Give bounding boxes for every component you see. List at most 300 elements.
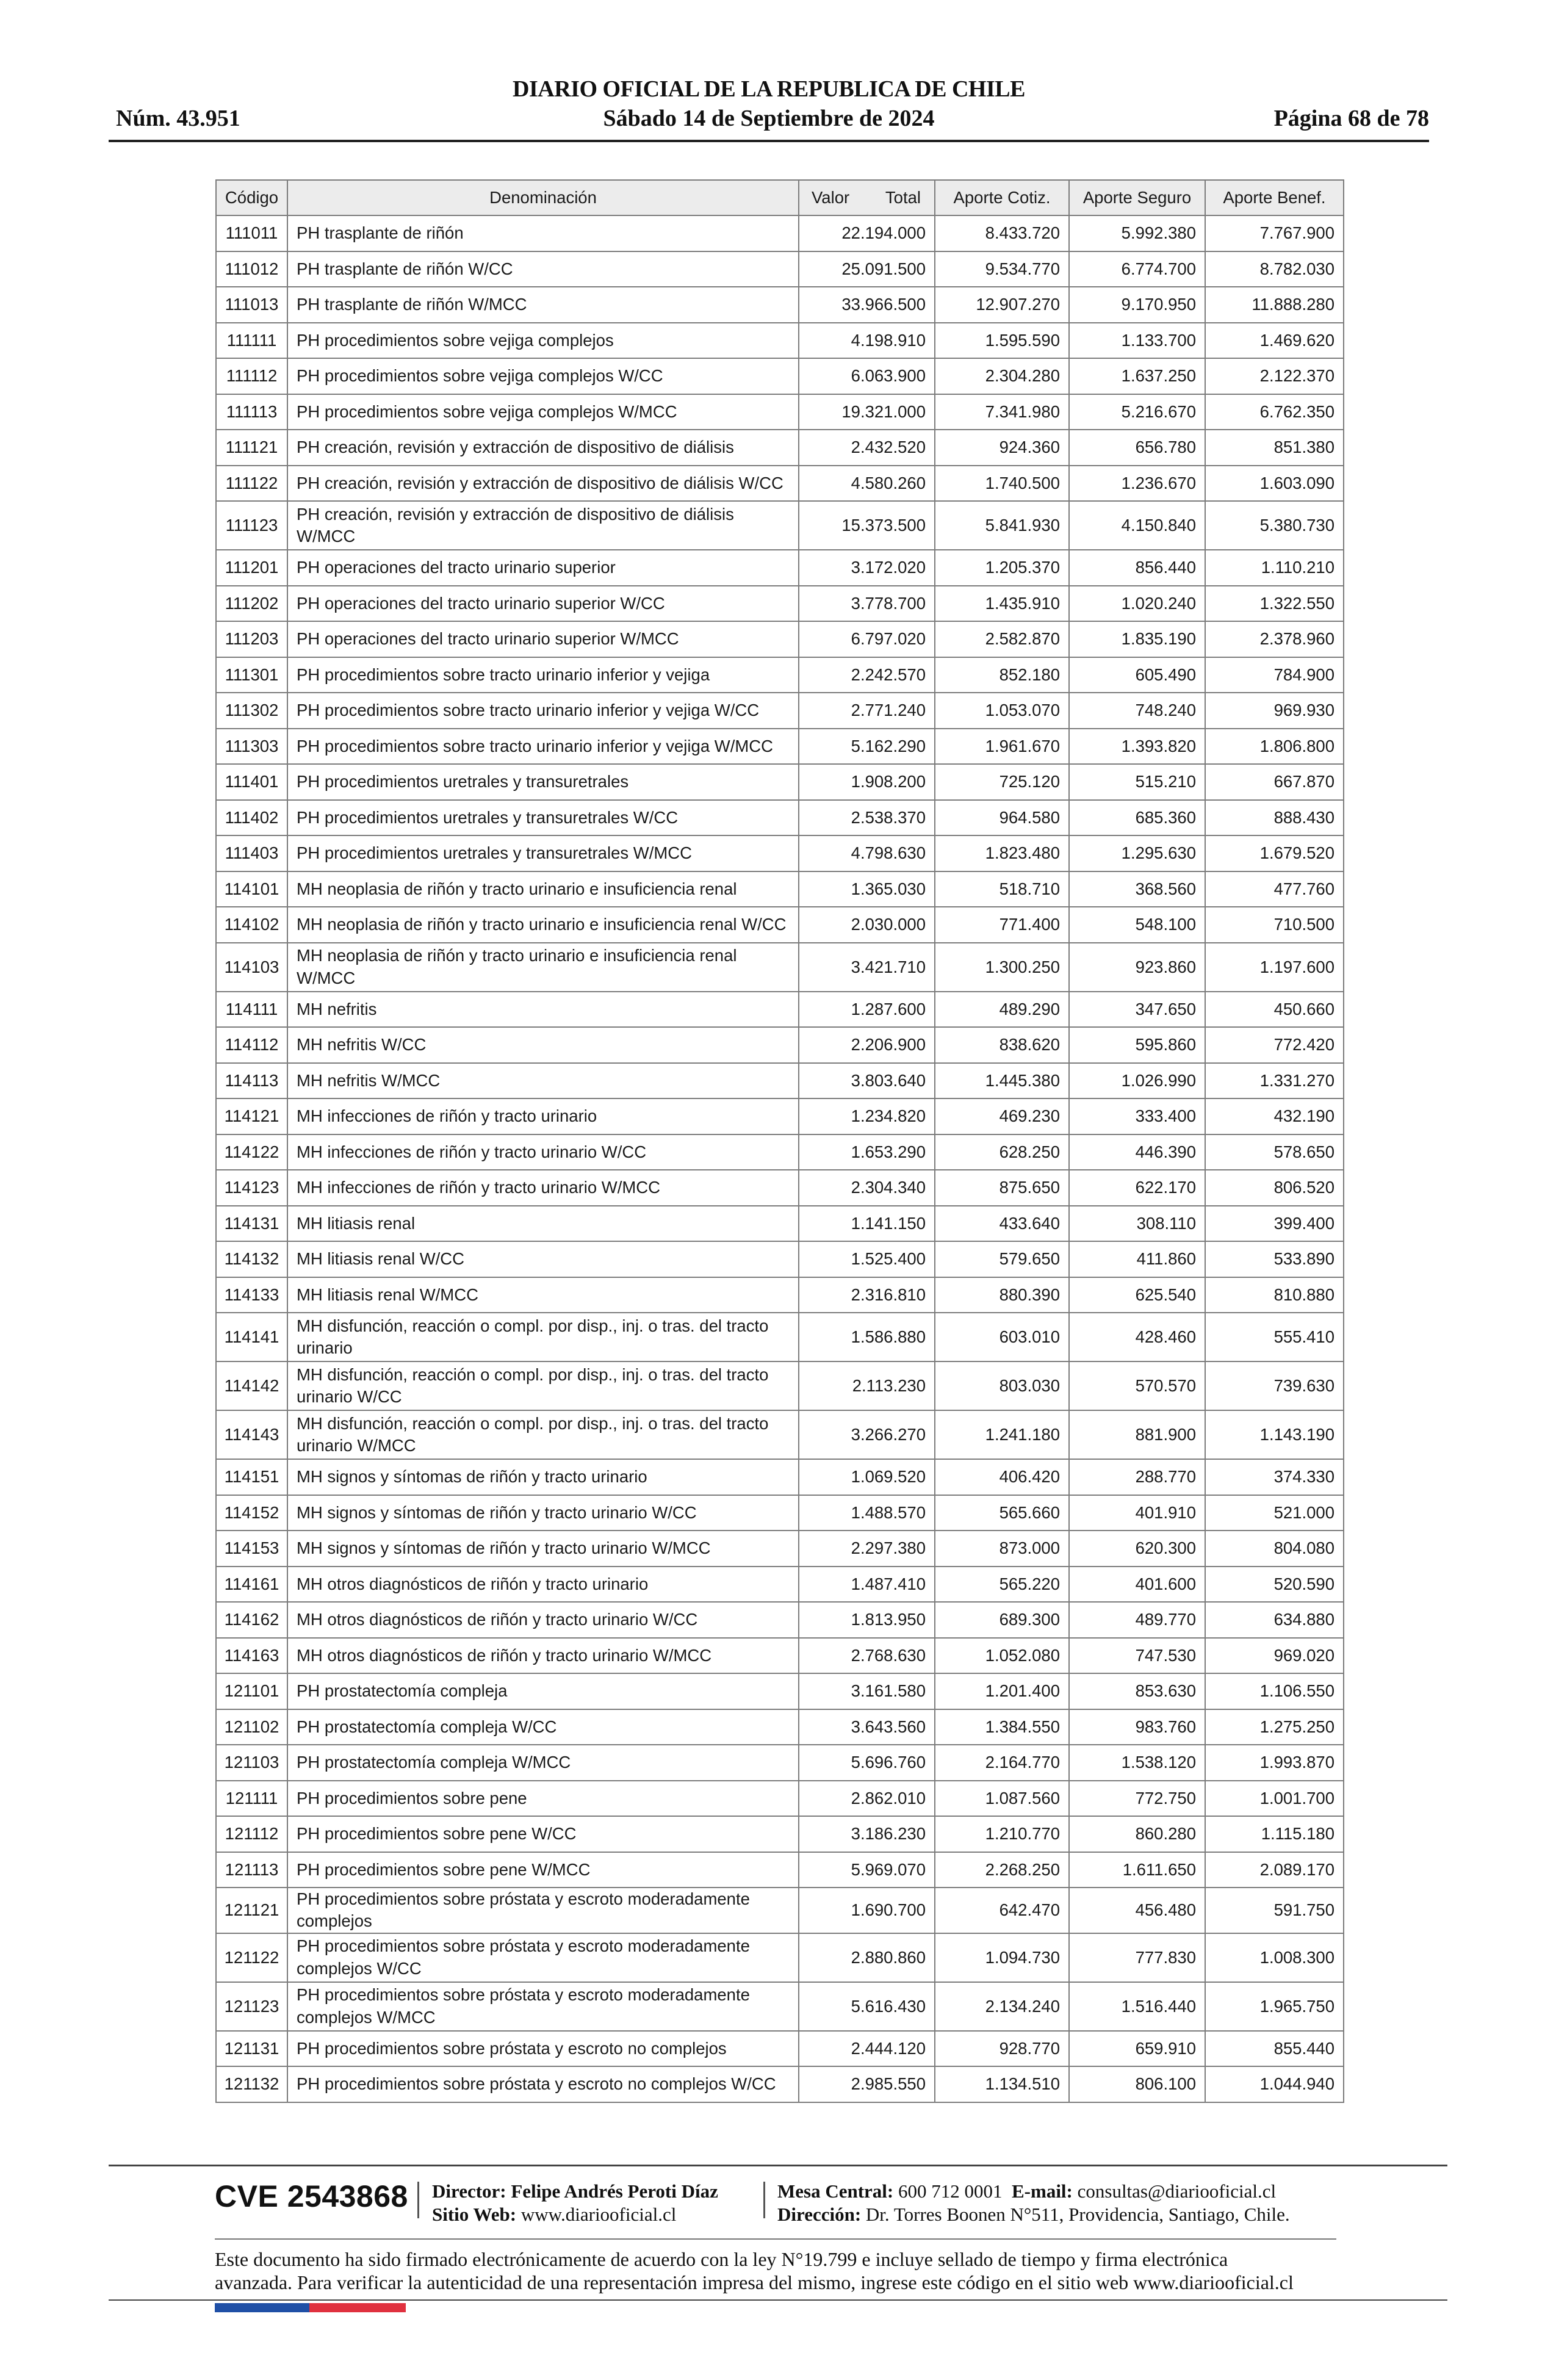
table-cell-aporte-seguro: 1.020.240: [1069, 586, 1205, 622]
table-cell-aporte-cotiz: 964.580: [935, 800, 1069, 836]
table-cell-name: MH signos y síntomas de riñón y tracto urinario W/CC: [287, 1495, 799, 1531]
table-cell-value-total: 3.421.710: [799, 943, 935, 992]
table-cell-aporte-cotiz: 489.290: [935, 992, 1069, 1028]
table-header-row: [216, 180, 1344, 215]
table-cell-aporte-benef: 2.122.370: [1205, 358, 1344, 394]
table-cell-value-total: 5.162.290: [799, 729, 935, 765]
page-header: [109, 74, 1429, 142]
table-cell-aporte-cotiz: 1.087.560: [935, 1781, 1069, 1817]
table-cell-aporte-benef: 1.275.250: [1205, 1709, 1344, 1745]
table-cell-code: 114112: [216, 1027, 287, 1063]
table-cell-code: 121112: [216, 1816, 287, 1852]
table-cell-name: MH signos y síntomas de riñón y tracto urinario: [287, 1459, 799, 1495]
table-cell-aporte-cotiz: 1.205.370: [935, 550, 1069, 586]
table-cell-value-total: 2.113.230: [799, 1361, 935, 1410]
table-cell-name: MH infecciones de riñón y tracto urinario W/MCC: [287, 1170, 799, 1206]
table-cell-aporte-benef: 1.331.270: [1205, 1063, 1344, 1099]
table-cell-aporte-cotiz: 433.640: [935, 1206, 1069, 1242]
table-cell-aporte-benef: 520.590: [1205, 1567, 1344, 1603]
table-cell-aporte-seguro: 747.530: [1069, 1638, 1205, 1674]
table-row: [216, 693, 1344, 729]
table-row: [216, 501, 1344, 550]
table-row: [216, 871, 1344, 907]
email-link[interactable]: consultas@diariooficial.cl: [1077, 2180, 1277, 2202]
table-cell-aporte-benef: 591.750: [1205, 1888, 1344, 1933]
table-cell-name: MH disfunción, reacción o compl. por disp., inj. o tras. del tracto urinario: [287, 1313, 799, 1361]
legal-notice: [215, 2248, 1374, 2294]
table-cell-code: 111402: [216, 800, 287, 836]
table-cell-aporte-cotiz: 9.534.770: [935, 251, 1069, 287]
table-cell-code: 114163: [216, 1638, 287, 1674]
table-body: [216, 215, 1344, 2102]
table-cell-value-total: 1.287.600: [799, 992, 935, 1028]
table-cell-aporte-seguro: 595.860: [1069, 1027, 1205, 1063]
table-cell-value-total: 2.030.000: [799, 907, 935, 943]
table-cell-aporte-benef: 1.679.520: [1205, 835, 1344, 871]
table-cell-aporte-benef: 1.469.620: [1205, 323, 1344, 359]
table-cell-code: 114141: [216, 1313, 287, 1361]
table-cell-code: 111301: [216, 657, 287, 693]
table-cell-value-total: 2.862.010: [799, 1781, 935, 1817]
table-cell-aporte-cotiz: 406.420: [935, 1459, 1069, 1495]
table-cell-aporte-benef: 1.044.940: [1205, 2066, 1344, 2102]
table-cell-aporte-seguro: 515.210: [1069, 764, 1205, 800]
table-cell-name: MH infecciones de riñón y tracto urinario W/CC: [287, 1134, 799, 1170]
table-cell-value-total: 1.653.290: [799, 1134, 935, 1170]
site-link[interactable]: www.diariooficial.cl: [520, 2204, 677, 2225]
table-cell-aporte-cotiz: 924.360: [935, 430, 1069, 466]
table-cell-aporte-benef: 1.106.550: [1205, 1673, 1344, 1709]
table-cell-name: MH otros diagnósticos de riñón y tracto urinario W/MCC: [287, 1638, 799, 1674]
table-cell-name: PH procedimientos sobre vejiga complejos: [287, 323, 799, 359]
table-cell-aporte-cotiz: 565.220: [935, 1567, 1069, 1603]
table-cell-aporte-benef: 667.870: [1205, 764, 1344, 800]
table-row: [216, 287, 1344, 323]
table-cell-name: MH signos y síntomas de riñón y tracto urinario W/MCC: [287, 1531, 799, 1567]
table-cell-aporte-benef: 2.378.960: [1205, 621, 1344, 657]
table-cell-code: 121103: [216, 1745, 287, 1781]
table-cell-aporte-seguro: 489.770: [1069, 1602, 1205, 1638]
column-header-total: Total: [885, 188, 921, 207]
table-cell-value-total: 22.194.000: [799, 215, 935, 251]
table-cell-name: PH prostatectomía compleja W/CC: [287, 1709, 799, 1745]
table-cell-name: PH procedimientos sobre próstata y escroto no complejos: [287, 2031, 799, 2067]
table-cell-name: PH procedimientos sobre tracto urinario inferior y vejiga W/MCC: [287, 729, 799, 765]
table-cell-aporte-seguro: 368.560: [1069, 871, 1205, 907]
table-cell-aporte-benef: 1.197.600: [1205, 943, 1344, 992]
table-cell-aporte-seguro: 4.150.840: [1069, 501, 1205, 550]
table-cell-code: 114132: [216, 1241, 287, 1277]
table-cell-aporte-cotiz: 7.341.980: [935, 394, 1069, 430]
table-cell-aporte-seguro: 856.440: [1069, 550, 1205, 586]
table-row: [216, 1459, 1344, 1495]
table-cell-aporte-benef: 810.880: [1205, 1277, 1344, 1313]
table-cell-code: 114101: [216, 871, 287, 907]
table-cell-aporte-benef: 399.400: [1205, 1206, 1344, 1242]
table-cell-name: PH procedimientos sobre próstata y escroto moderadamente complejos: [287, 1888, 799, 1933]
table-cell-code: 111111: [216, 323, 287, 359]
table-cell-aporte-benef: 555.410: [1205, 1313, 1344, 1361]
table-cell-aporte-seguro: 625.540: [1069, 1277, 1205, 1313]
table-row: [216, 215, 1344, 251]
table-cell-aporte-cotiz: 1.961.670: [935, 729, 1069, 765]
table-cell-aporte-cotiz: 1.435.910: [935, 586, 1069, 622]
director-name: Felipe Andrés Peroti Díaz: [511, 2180, 718, 2202]
table-cell-aporte-seguro: 401.600: [1069, 1567, 1205, 1603]
table-cell-aporte-seguro: 428.460: [1069, 1313, 1205, 1361]
table-cell-aporte-seguro: 659.910: [1069, 2031, 1205, 2067]
footer-director-block: [432, 2180, 718, 2226]
table-row: [216, 1781, 1344, 1817]
table-row: [216, 586, 1344, 622]
table-cell-code: 114133: [216, 1277, 287, 1313]
table-cell-aporte-cotiz: 565.660: [935, 1495, 1069, 1531]
table-cell-aporte-cotiz: 2.304.280: [935, 358, 1069, 394]
table-cell-name: PH procedimientos sobre vejiga complejos W/CC: [287, 358, 799, 394]
table-row: [216, 1888, 1344, 1933]
publication-title: DIARIO OFICIAL DE LA REPUBLICA DE CHILE: [513, 76, 1025, 102]
table-cell-value-total: 1.234.820: [799, 1098, 935, 1134]
table-cell-aporte-seguro: 5.992.380: [1069, 215, 1205, 251]
table-cell-aporte-cotiz: 1.300.250: [935, 943, 1069, 992]
table-cell-name: PH procedimientos sobre pene W/MCC: [287, 1852, 799, 1888]
table-cell-aporte-benef: 888.430: [1205, 800, 1344, 836]
table-row: [216, 943, 1344, 992]
table-cell-aporte-benef: 634.880: [1205, 1602, 1344, 1638]
table-cell-value-total: 19.321.000: [799, 394, 935, 430]
footer-separator: [763, 2182, 765, 2218]
table-cell-code: 111201: [216, 550, 287, 586]
column-header-value-total: [799, 180, 935, 215]
table-cell-aporte-seguro: 308.110: [1069, 1206, 1205, 1242]
table-cell-aporte-cotiz: 2.164.770: [935, 1745, 1069, 1781]
table-cell-name: PH procedimientos uretrales y transuretrales W/MCC: [287, 835, 799, 871]
table-cell-name: PH creación, revisión y extracción de dispositivo de diálisis W/CC: [287, 466, 799, 502]
table-cell-name: PH prostatectomía compleja: [287, 1673, 799, 1709]
table-row: [216, 1098, 1344, 1134]
table-cell-aporte-benef: 1.143.190: [1205, 1410, 1344, 1459]
column-header-aporte-cotiz: Aporte Cotiz.: [935, 180, 1069, 215]
table-row: [216, 1410, 1344, 1459]
table-cell-name: PH creación, revisión y extracción de dispositivo de diálisis: [287, 430, 799, 466]
header-rule: [109, 140, 1429, 142]
table-cell-aporte-cotiz: 1.384.550: [935, 1709, 1069, 1745]
table-cell-value-total: 2.432.520: [799, 430, 935, 466]
table-row: [216, 1027, 1344, 1063]
table-cell-aporte-seguro: 1.835.190: [1069, 621, 1205, 657]
table-cell-aporte-benef: 1.993.870: [1205, 1745, 1344, 1781]
table-cell-value-total: 1.365.030: [799, 871, 935, 907]
column-header-name: Denominación: [287, 180, 799, 215]
table-cell-code: 114121: [216, 1098, 287, 1134]
table-cell-aporte-cotiz: 725.120: [935, 764, 1069, 800]
table-cell-code: 121113: [216, 1852, 287, 1888]
table-cell-aporte-benef: 578.650: [1205, 1134, 1344, 1170]
table-cell-name: PH procedimientos sobre pene W/CC: [287, 1816, 799, 1852]
table-cell-value-total: 4.198.910: [799, 323, 935, 359]
table-row: [216, 1241, 1344, 1277]
table-cell-aporte-cotiz: 1.210.770: [935, 1816, 1069, 1852]
table-cell-aporte-cotiz: 2.134.240: [935, 1982, 1069, 2031]
table-cell-aporte-seguro: 806.100: [1069, 2066, 1205, 2102]
table-row: [216, 1982, 1344, 2031]
table-cell-value-total: 1.813.950: [799, 1602, 935, 1638]
table-row: [216, 1531, 1344, 1567]
central-phone: 600 712 0001: [898, 2180, 1003, 2202]
table-row: [216, 1933, 1344, 1982]
issue-date: Sábado 14 de Septiembre de 2024: [603, 106, 935, 131]
table-cell-value-total: 2.771.240: [799, 693, 935, 729]
table-cell-aporte-cotiz: 838.620: [935, 1027, 1069, 1063]
table-cell-code: 121111: [216, 1781, 287, 1817]
table-cell-aporte-seguro: 5.216.670: [1069, 394, 1205, 430]
table-cell-name: MH nefritis: [287, 992, 799, 1028]
table-cell-aporte-seguro: 1.026.990: [1069, 1063, 1205, 1099]
table-cell-aporte-seguro: 446.390: [1069, 1134, 1205, 1170]
table-row: [216, 1063, 1344, 1099]
table-cell-aporte-seguro: 288.770: [1069, 1459, 1205, 1495]
table-cell-aporte-seguro: 347.650: [1069, 992, 1205, 1028]
table-cell-aporte-cotiz: 1.094.730: [935, 1933, 1069, 1982]
table-cell-aporte-cotiz: 12.907.270: [935, 287, 1069, 323]
table-cell-code: 114143: [216, 1410, 287, 1459]
table-cell-aporte-benef: 5.380.730: [1205, 501, 1344, 550]
table-cell-name: MH neoplasia de riñón y tracto urinario e insuficiencia renal W/MCC: [287, 943, 799, 992]
table-cell-name: PH procedimientos sobre próstata y escroto moderadamente complejos W/CC: [287, 1933, 799, 1982]
table-cell-code: 121101: [216, 1673, 287, 1709]
table-cell-aporte-seguro: 983.760: [1069, 1709, 1205, 1745]
legal-notice-line: Este documento ha sido firmado electrónicamente de acuerdo con la ley N°19.799 e incluye sellado de tiempo y firma electrónica: [215, 2248, 1228, 2270]
table-cell-aporte-cotiz: 1.823.480: [935, 835, 1069, 871]
table-cell-aporte-seguro: 881.900: [1069, 1410, 1205, 1459]
table-cell-name: MH otros diagnósticos de riñón y tracto urinario W/CC: [287, 1602, 799, 1638]
table-cell-value-total: 2.538.370: [799, 800, 935, 836]
table-cell-aporte-seguro: 9.170.950: [1069, 287, 1205, 323]
footer-top-rule: [109, 2165, 1447, 2166]
table-cell-aporte-benef: 1.603.090: [1205, 466, 1344, 502]
table-cell-name: MH otros diagnósticos de riñón y tracto urinario: [287, 1567, 799, 1603]
table-cell-aporte-benef: 784.900: [1205, 657, 1344, 693]
table-cell-aporte-cotiz: 1.053.070: [935, 693, 1069, 729]
table-cell-aporte-seguro: 411.860: [1069, 1241, 1205, 1277]
table-row: [216, 1313, 1344, 1361]
table-cell-aporte-cotiz: 642.470: [935, 1888, 1069, 1933]
table-cell-aporte-benef: 533.890: [1205, 1241, 1344, 1277]
table-cell-aporte-seguro: 923.860: [1069, 943, 1205, 992]
table-cell-aporte-seguro: 1.611.650: [1069, 1852, 1205, 1888]
table-cell-aporte-benef: 7.767.900: [1205, 215, 1344, 251]
table-cell-code: 114153: [216, 1531, 287, 1567]
table-cell-code: 114162: [216, 1602, 287, 1638]
table-cell-name: MH disfunción, reacción o compl. por disp., inj. o tras. del tracto urinario W/MCC: [287, 1410, 799, 1459]
table-cell-value-total: 1.141.150: [799, 1206, 935, 1242]
table-cell-aporte-seguro: 1.393.820: [1069, 729, 1205, 765]
table-cell-code: 111123: [216, 501, 287, 550]
table-cell-name: PH procedimientos sobre pene: [287, 1781, 799, 1817]
table-cell-aporte-benef: 1.008.300: [1205, 1933, 1344, 1982]
table-cell-name: PH operaciones del tracto urinario superior W/CC: [287, 586, 799, 622]
table-cell-aporte-benef: 521.000: [1205, 1495, 1344, 1531]
table-cell-aporte-cotiz: 1.241.180: [935, 1410, 1069, 1459]
table-row: [216, 1602, 1344, 1638]
table-cell-value-total: 1.690.700: [799, 1888, 935, 1933]
table-cell-aporte-cotiz: 803.030: [935, 1361, 1069, 1410]
table-cell-aporte-seguro: 1.516.440: [1069, 1982, 1205, 2031]
table-cell-aporte-benef: 806.520: [1205, 1170, 1344, 1206]
table-cell-aporte-benef: 1.965.750: [1205, 1982, 1344, 2031]
table-cell-name: PH prostatectomía compleja W/MCC: [287, 1745, 799, 1781]
table-cell-aporte-benef: 1.001.700: [1205, 1781, 1344, 1817]
table-cell-code: 114151: [216, 1459, 287, 1495]
table-cell-aporte-benef: 1.110.210: [1205, 550, 1344, 586]
table-row: [216, 1277, 1344, 1313]
table-cell-aporte-seguro: 777.830: [1069, 1933, 1205, 1982]
table-cell-aporte-cotiz: 2.582.870: [935, 621, 1069, 657]
table-cell-aporte-seguro: 622.170: [1069, 1170, 1205, 1206]
table-cell-aporte-seguro: 333.400: [1069, 1098, 1205, 1134]
table-cell-value-total: 3.172.020: [799, 550, 935, 586]
table-cell-value-total: 2.297.380: [799, 1531, 935, 1567]
table-cell-aporte-cotiz: 5.841.930: [935, 501, 1069, 550]
table-row: [216, 1361, 1344, 1410]
table-row: [216, 430, 1344, 466]
table-cell-aporte-benef: 11.888.280: [1205, 287, 1344, 323]
table-cell-name: PH trasplante de riñón W/CC: [287, 251, 799, 287]
table-cell-value-total: 2.985.550: [799, 2066, 935, 2102]
table-cell-value-total: 1.487.410: [799, 1567, 935, 1603]
cve-code: CVE 2543868: [215, 2179, 408, 2213]
flag-stripe-blue: [215, 2303, 309, 2312]
table-cell-name: PH creación, revisión y extracción de dispositivo de diálisis W/MCC: [287, 501, 799, 550]
table-cell-name: MH litiasis renal: [287, 1206, 799, 1242]
table-cell-aporte-benef: 477.760: [1205, 871, 1344, 907]
table-cell-code: 114102: [216, 907, 287, 943]
table-cell-aporte-seguro: 1.538.120: [1069, 1745, 1205, 1781]
table-cell-code: 111012: [216, 251, 287, 287]
table-cell-aporte-benef: 1.322.550: [1205, 586, 1344, 622]
table-cell-aporte-seguro: 1.637.250: [1069, 358, 1205, 394]
table-cell-value-total: 3.803.640: [799, 1063, 935, 1099]
table-row: [216, 1852, 1344, 1888]
site-label: Sitio Web:: [432, 2204, 517, 2225]
table-cell-aporte-benef: 969.020: [1205, 1638, 1344, 1674]
table-cell-value-total: 2.880.860: [799, 1933, 935, 1982]
table-cell-code: 111112: [216, 358, 287, 394]
table-cell-name: PH procedimientos sobre próstata y escroto moderadamente complejos W/MCC: [287, 1982, 799, 2031]
table-cell-aporte-seguro: 853.630: [1069, 1673, 1205, 1709]
email-label: E-mail:: [1012, 2180, 1073, 2202]
table-cell-code: 121122: [216, 1933, 287, 1982]
table-cell-name: MH nefritis W/CC: [287, 1027, 799, 1063]
table-cell-value-total: 3.266.270: [799, 1410, 935, 1459]
table-cell-code: 114161: [216, 1567, 287, 1603]
table-cell-name: PH operaciones del tracto urinario superior: [287, 550, 799, 586]
table-cell-aporte-benef: 739.630: [1205, 1361, 1344, 1410]
table-cell-aporte-cotiz: 928.770: [935, 2031, 1069, 2067]
table-cell-aporte-cotiz: 2.268.250: [935, 1852, 1069, 1888]
table-row: [216, 2066, 1344, 2102]
table-row: [216, 550, 1344, 586]
director-label: Director:: [432, 2180, 506, 2202]
table-cell-aporte-benef: 772.420: [1205, 1027, 1344, 1063]
tariff-table: [215, 179, 1344, 2103]
footer-mid-rule: [215, 2238, 1336, 2240]
table-cell-aporte-benef: 855.440: [1205, 2031, 1344, 2067]
table-cell-value-total: 5.969.070: [799, 1852, 935, 1888]
table-cell-value-total: 1.908.200: [799, 764, 935, 800]
central-label: Mesa Central:: [777, 2180, 894, 2202]
table-cell-aporte-seguro: 605.490: [1069, 657, 1205, 693]
table-cell-code: 111403: [216, 835, 287, 871]
footer-bottom-rule: [109, 2299, 1447, 2301]
table-cell-aporte-cotiz: 852.180: [935, 657, 1069, 693]
table-row: [216, 1134, 1344, 1170]
table-cell-aporte-benef: 450.660: [1205, 992, 1344, 1028]
table-cell-aporte-cotiz: 689.300: [935, 1602, 1069, 1638]
table-cell-aporte-seguro: 1.236.670: [1069, 466, 1205, 502]
table-cell-aporte-seguro: 1.133.700: [1069, 323, 1205, 359]
table-cell-aporte-seguro: 860.280: [1069, 1816, 1205, 1852]
table-cell-code: 114142: [216, 1361, 287, 1410]
table-cell-aporte-benef: 969.930: [1205, 693, 1344, 729]
table-cell-code: 111013: [216, 287, 287, 323]
table-cell-code: 111302: [216, 693, 287, 729]
table-cell-aporte-cotiz: 518.710: [935, 871, 1069, 907]
table-row: [216, 358, 1344, 394]
address-value: Dr. Torres Boonen N°511, Providencia, Santiago, Chile.: [865, 2204, 1290, 2225]
table-cell-aporte-cotiz: 875.650: [935, 1170, 1069, 1206]
table-cell-value-total: 1.586.880: [799, 1313, 935, 1361]
table-cell-code: 111401: [216, 764, 287, 800]
column-header-aporte-benef: Aporte Benef.: [1205, 180, 1344, 215]
table-row: [216, 1567, 1344, 1603]
table-row: [216, 1816, 1344, 1852]
table-cell-value-total: 6.797.020: [799, 621, 935, 657]
table-row: [216, 394, 1344, 430]
table-cell-aporte-cotiz: 873.000: [935, 1531, 1069, 1567]
table-cell-code: 111203: [216, 621, 287, 657]
table-cell-name: MH litiasis renal W/MCC: [287, 1277, 799, 1313]
table-cell-aporte-seguro: 456.480: [1069, 1888, 1205, 1933]
table-cell-aporte-seguro: 685.360: [1069, 800, 1205, 836]
table-cell-aporte-benef: 804.080: [1205, 1531, 1344, 1567]
table-row: [216, 1170, 1344, 1206]
table-cell-name: PH operaciones del tracto urinario superior W/MCC: [287, 621, 799, 657]
table-cell-code: 111303: [216, 729, 287, 765]
table-cell-name: PH procedimientos sobre tracto urinario inferior y vejiga: [287, 657, 799, 693]
table-cell-name: PH trasplante de riñón W/MCC: [287, 287, 799, 323]
table-cell-value-total: 3.643.560: [799, 1709, 935, 1745]
table-cell-value-total: 1.525.400: [799, 1241, 935, 1277]
table-cell-aporte-seguro: 570.570: [1069, 1361, 1205, 1410]
table-row: [216, 657, 1344, 693]
table-cell-aporte-cotiz: 771.400: [935, 907, 1069, 943]
table-row: [216, 1745, 1344, 1781]
table-cell-code: 121123: [216, 1982, 287, 2031]
table-cell-aporte-seguro: 748.240: [1069, 693, 1205, 729]
table-cell-aporte-cotiz: 8.433.720: [935, 215, 1069, 251]
table-cell-aporte-seguro: 548.100: [1069, 907, 1205, 943]
table-cell-name: MH neoplasia de riñón y tracto urinario e insuficiencia renal W/CC: [287, 907, 799, 943]
table-cell-value-total: 2.444.120: [799, 2031, 935, 2067]
table-cell-name: PH procedimientos uretrales y transuretrales W/CC: [287, 800, 799, 836]
table-cell-name: MH infecciones de riñón y tracto urinario: [287, 1098, 799, 1134]
table-cell-code: 114131: [216, 1206, 287, 1242]
table-cell-aporte-benef: 2.089.170: [1205, 1852, 1344, 1888]
table-cell-name: MH litiasis renal W/CC: [287, 1241, 799, 1277]
table-cell-aporte-cotiz: 603.010: [935, 1313, 1069, 1361]
table-cell-value-total: 2.206.900: [799, 1027, 935, 1063]
